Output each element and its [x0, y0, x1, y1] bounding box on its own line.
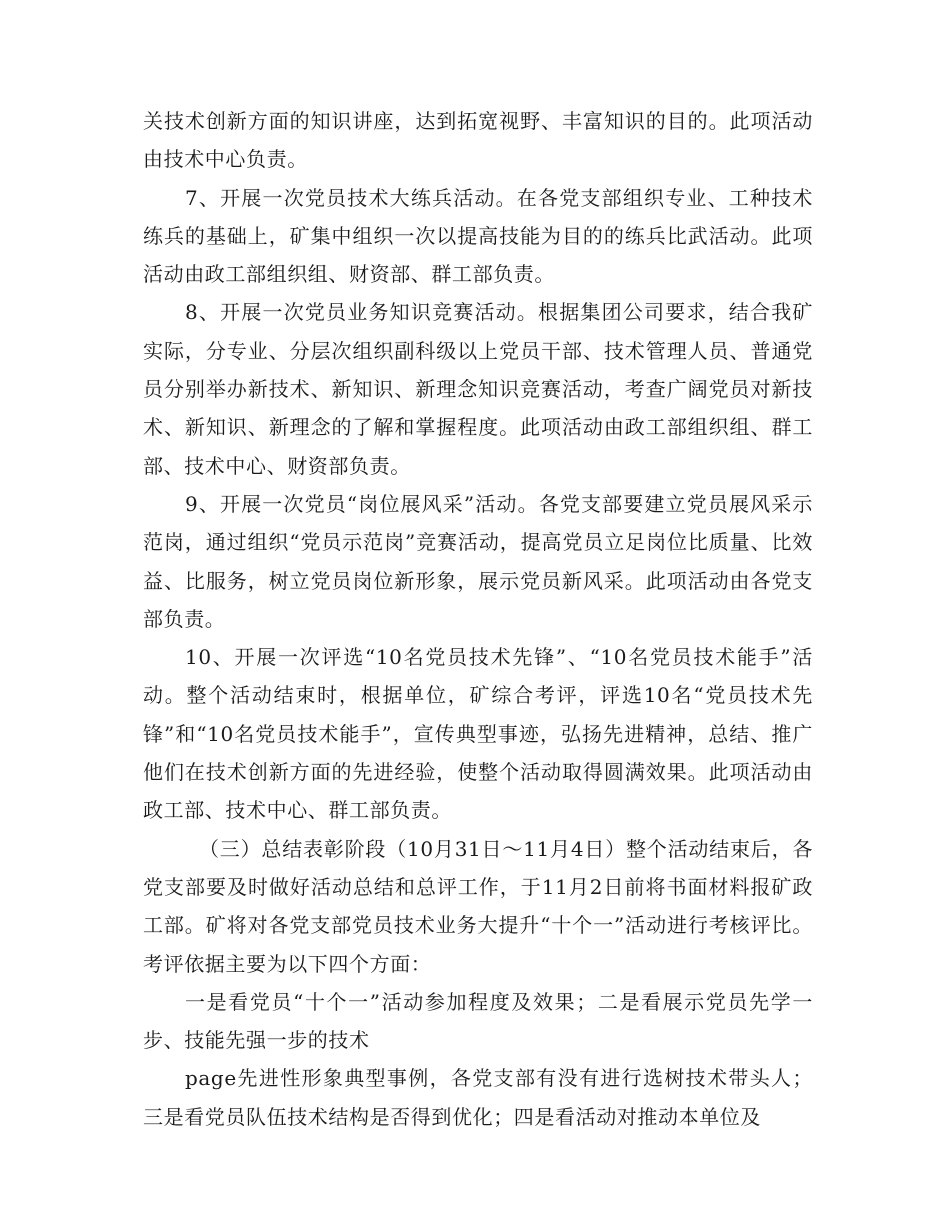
paragraph-item-8: 8、开展一次党员业务知识竞赛活动。根据集团公司要求，结合我矿实际，分专业、分层次组织副科级以上党员干部、技术管理人员、普通党员分别举办新技术、新知识、新理念知识竞赛活动，考查广阔党员对新技术、新知识、新理念的了解和掌握程度。此项活动由政工部组织组、群工部、技术中心、财资部负责。	[143, 300, 813, 478]
paragraph-continuation: 关技术创新方面的知识讲座，达到拓宽视野、丰富知识的目的。此项活动由技术中心负责。	[143, 109, 813, 172]
paragraph-criteria-continued: page先进性形象典型事例，各党支部有没有进行选树技术带头人；三是看党员队伍技术结构是否得到优化；四是看活动对推动本单位及	[143, 1066, 813, 1129]
document-body	[143, 102, 813, 1136]
paragraph-summary-stage: （三）总结表彰阶段（10月31日～11月4日）整个活动结束后，各党支部要及时做好活动总结和总评工作，于11月2日前将书面材料报矿政工部。矿将对各党支部党员技术业务大提升“十个一”活动进行考核评比。考评依据主要为以下四个方面：	[143, 836, 813, 976]
paragraph-item-7: 7、开展一次党员技术大练兵活动。在各党支部组织专业、工种技术练兵的基础上，矿集中组织一次以提高技能为目的的练兵比武活动。此项活动由政工部组织组、财资部、群工部负责。	[143, 185, 813, 287]
paragraph-item-10: 10、开展一次评选“10名党员技术先锋”、“10名党员技术能手”活动。整个活动结束时，根据单位，矿综合考评，评选10名“党员技术先锋”和“10名党员技术能手”，宣传典型事迹，弘扬先进精神，总结、推广他们在技术创新方面的先进经验，使整个活动取得圆满效果。此项活动由政工部、技术中心、群工部负责。	[143, 645, 813, 823]
paragraph-item-9: 9、开展一次党员“岗位展风采”活动。各党支部要建立党员展风采示范岗，通过组织“党员示范岗”竞赛活动，提高党员立足岗位比质量、比效益、比服务，树立党员岗位新形象，展示党员新风采。此项活动由各党支部负责。	[143, 491, 813, 631]
paragraph-criteria: 一是看党员“十个一”活动参加程度及效果；二是看展示党员先学一步、技能先强一步的技术	[143, 989, 813, 1053]
